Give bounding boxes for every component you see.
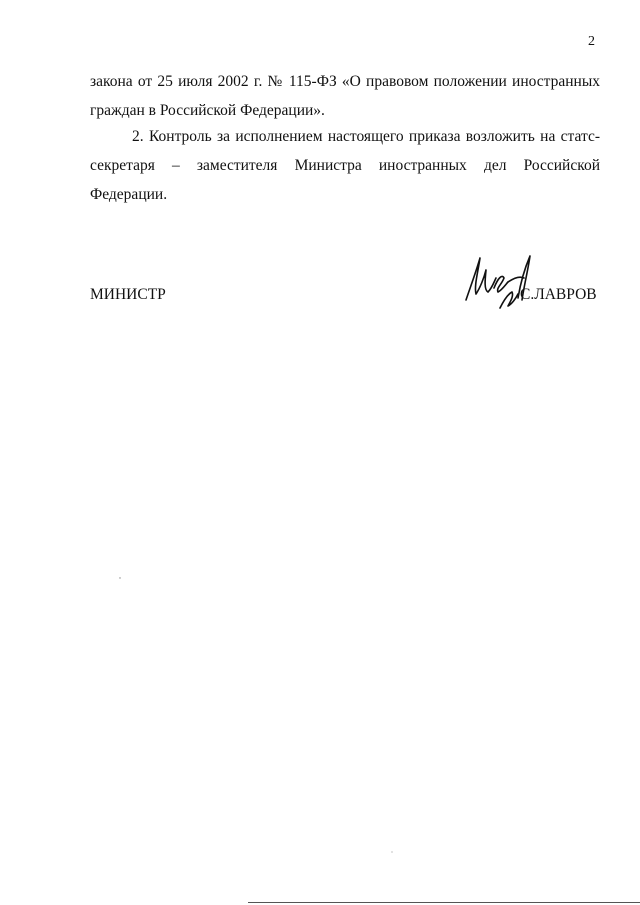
scan-edge-line [248, 902, 640, 903]
signatory-name: С.ЛАВРОВ [520, 286, 597, 303]
handwritten-signature [458, 248, 548, 318]
page-number: 2 [588, 34, 595, 49]
signatory-title: МИНИСТР [90, 286, 166, 303]
paragraph-2: 2. Контроль за исполнением настоящего приказа возложить на статс-секретаря – заместителя Министра иностранных дел Российской Федерации. [90, 128, 600, 203]
paragraph-1: закона от 25 июля 2002 г. № 115-ФЗ «О правовом положении иностранных граждан в Российской Федерации». [90, 73, 600, 119]
